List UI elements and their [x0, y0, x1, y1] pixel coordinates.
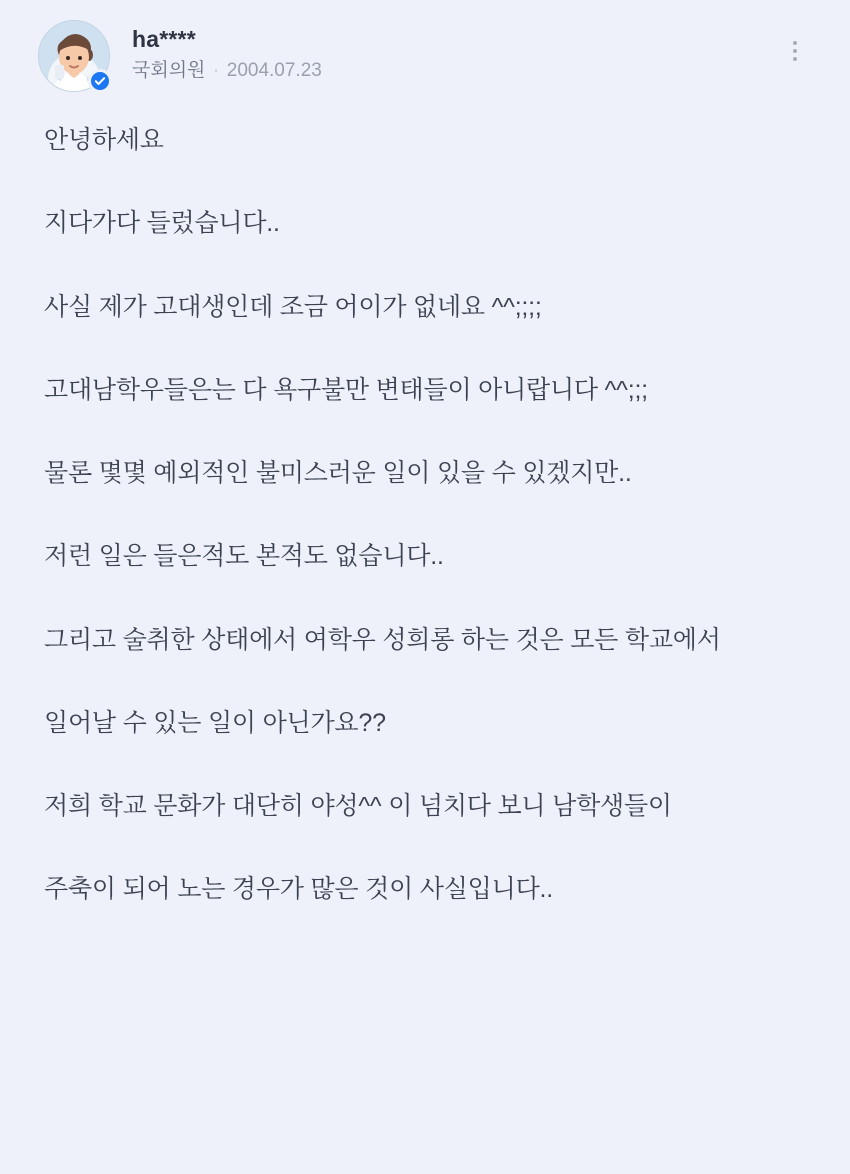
separator-dot: · [213, 61, 219, 79]
post-body [0, 100, 850, 908]
post-paragraph: 안녕하세요 [44, 126, 164, 154]
post-paragraph: 그리고 술취한 상태에서 여학우 성희롱 하는 것은 모든 학교에서 [44, 625, 721, 654]
post-paragraph: 고대남학우들은는 다 욕구불만 변태들이 아니랍니다 ^^;;; [44, 375, 648, 404]
post-paragraph: 사실 제가 고대생인데 조금 어이가 없네요 ^^;;;; [44, 292, 542, 321]
post-paragraph: 물론 몇몇 예외적인 불미스러운 일이 있을 수 있겠지만.. [44, 459, 632, 487]
post-paragraph: 저런 일은 들은적도 본적도 없습니다.. [44, 542, 444, 571]
avatar[interactable] [38, 20, 110, 92]
post-paragraph: 주축이 되어 노는 경우가 많은 것이 사실입니다.. [44, 875, 554, 904]
post-date: 2004.07.23 [226, 60, 322, 81]
post-paragraph: 지다가다 들렀습니다.. [44, 209, 280, 238]
author-role-badge: 국회의원 [132, 60, 206, 81]
post-paragraph: 저희 학교 문화가 대단히 야성^^ 이 넘치다 보니 남학생들이 [44, 792, 672, 820]
post-header [0, 0, 850, 100]
post-subline [132, 61, 322, 80]
more-dot [793, 49, 797, 53]
author-name[interactable]: ha**** [132, 26, 196, 52]
verified-check-icon [88, 69, 112, 93]
post-paragraph: 일어날 수 있는 일이 아닌가요?? [44, 708, 386, 737]
post-meta [132, 16, 322, 80]
more-dot [793, 57, 797, 61]
more-vertical-icon[interactable] [784, 34, 806, 68]
more-dot [793, 41, 797, 45]
